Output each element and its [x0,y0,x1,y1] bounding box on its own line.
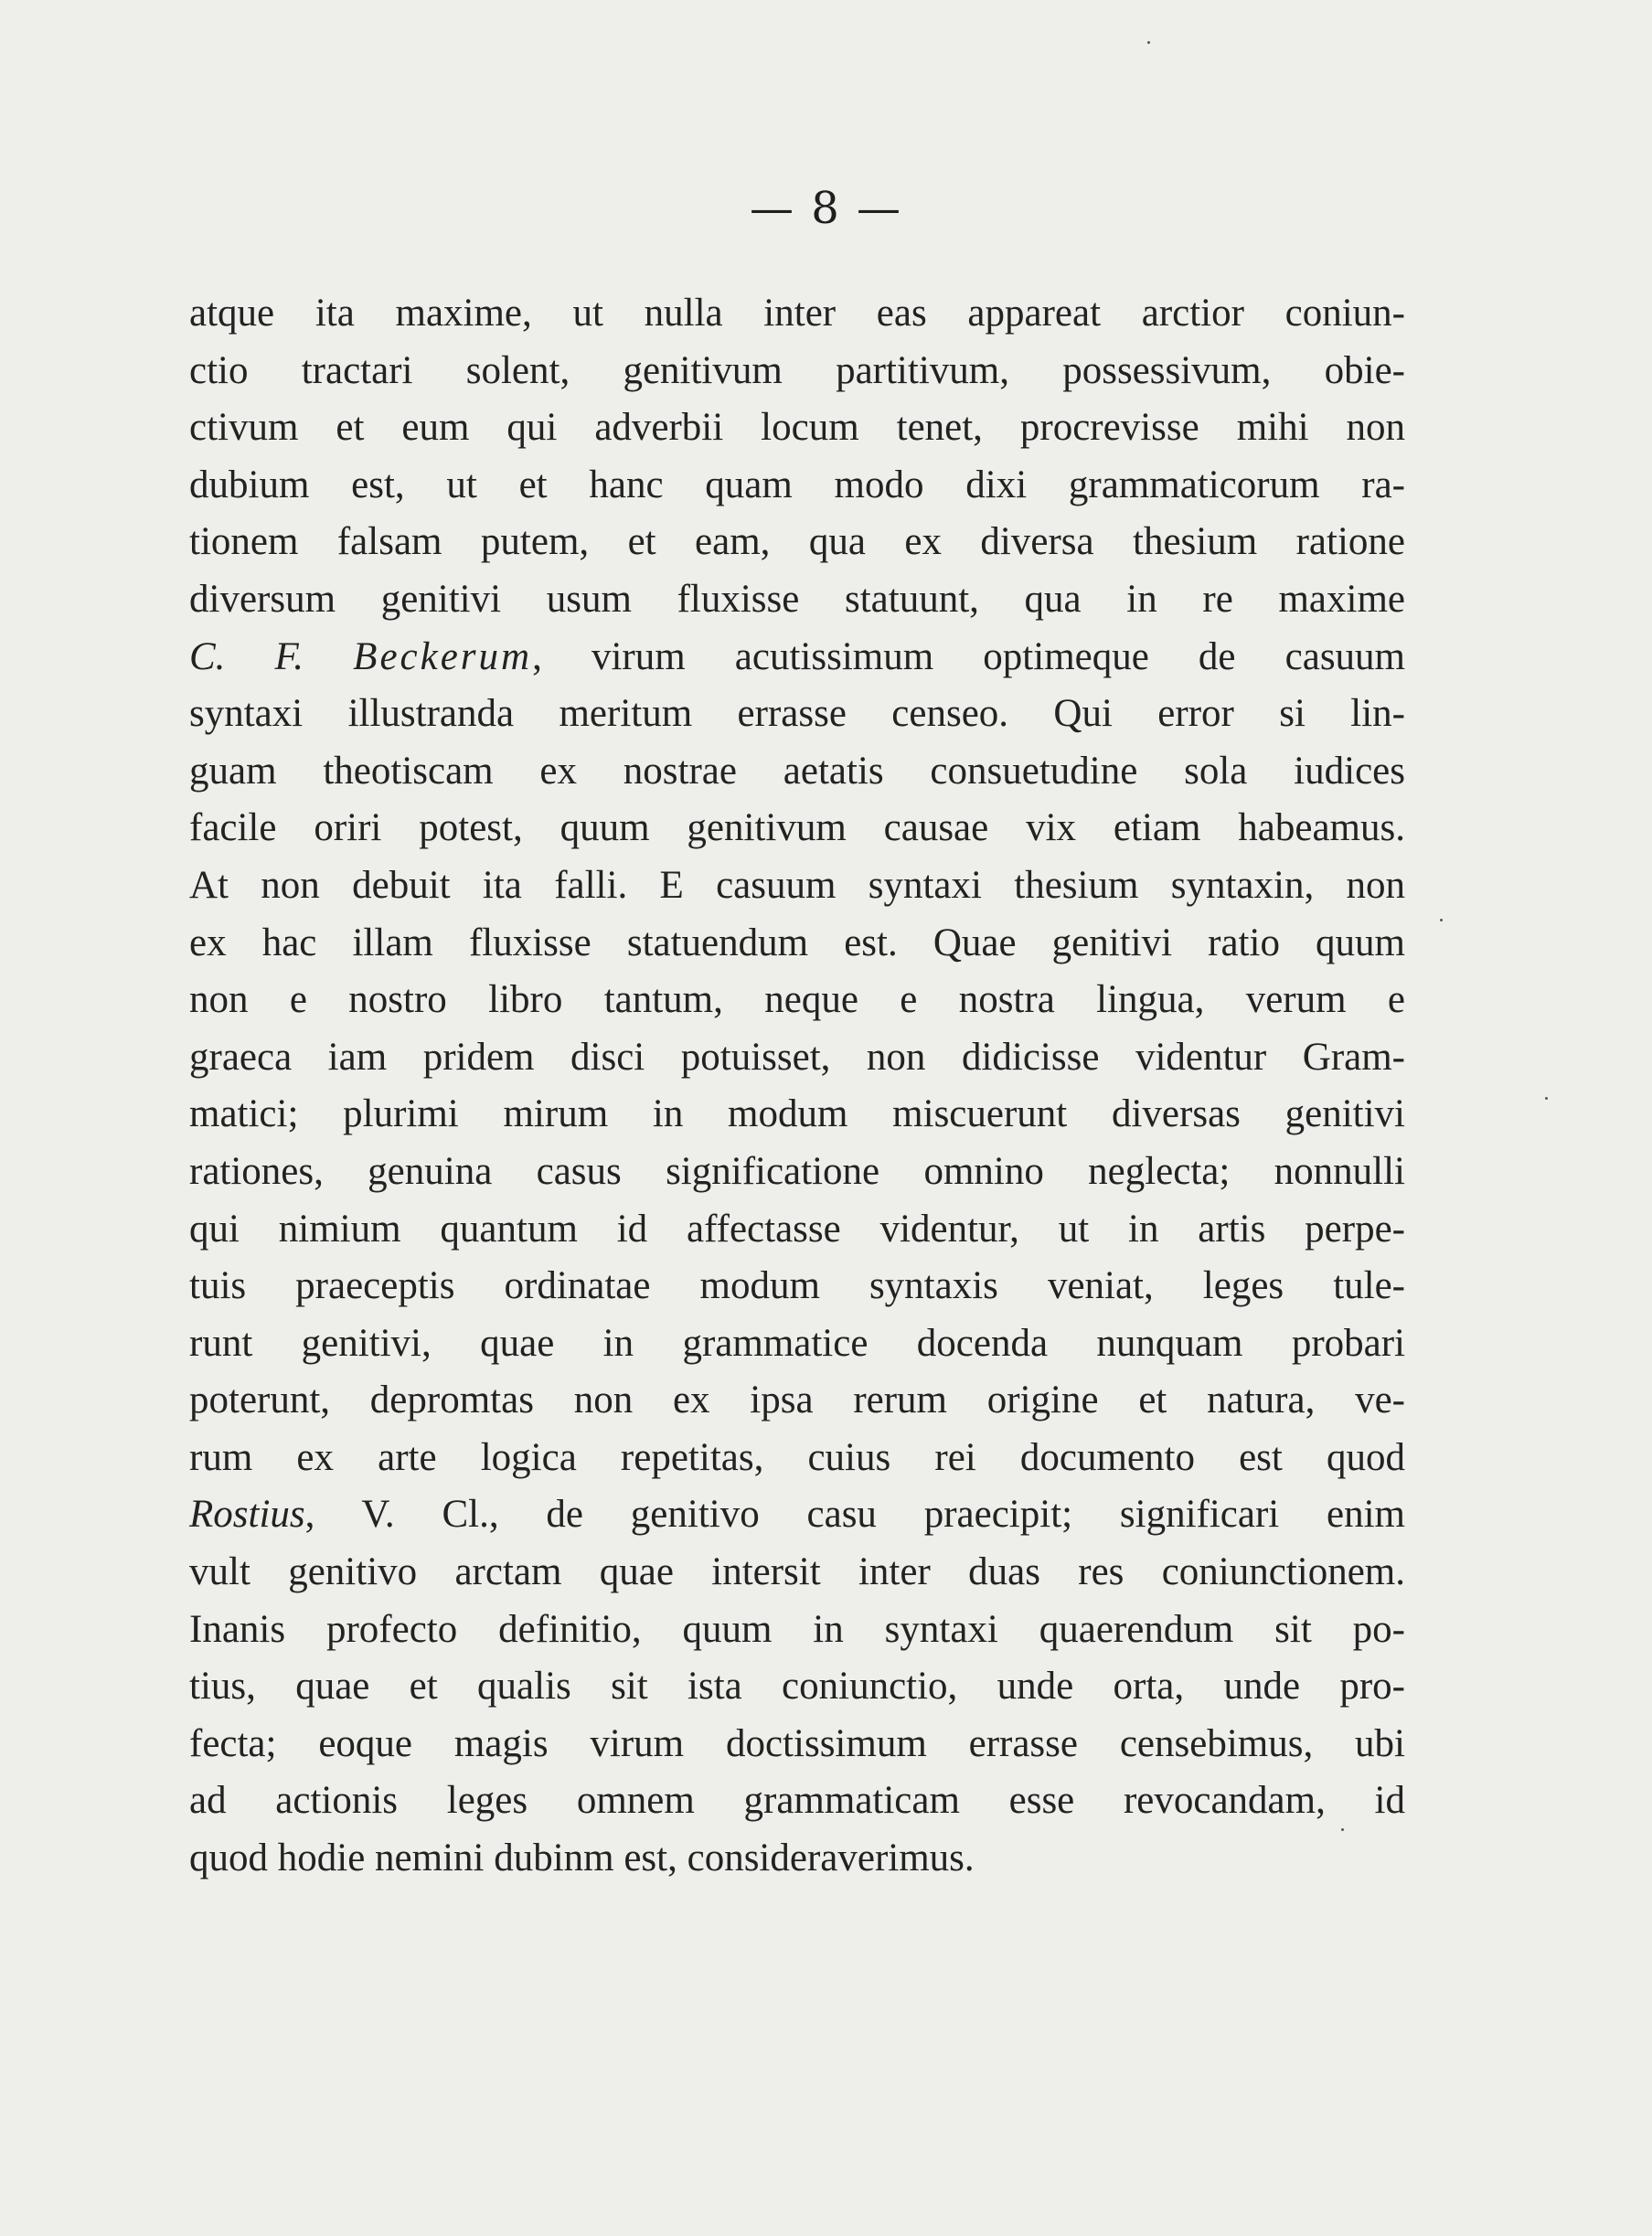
text-line: graeca iam pridem disci potuisset, non didicisse videntur Gram- [189,1035,1405,1079]
author-name: Beckerum [353,634,533,678]
author-initials: C. F. [189,634,354,678]
text-line: ex hac illam fluxisse statuendum est. Quae genitivi ratio quum [189,921,1405,964]
text-line: tionem falsam putem, et eam, qua ex diversa thesium ratione [189,520,1405,564]
text-line: ctio tractari solent, genitivum partitivum, possessivum, obie- [189,348,1405,392]
text-line: runt genitivi, quae in grammatice docenda nunquam probari [189,1321,1405,1365]
text-line: vult genitivo arctam quae intersit inter duas res coniunctionem. [189,1550,1405,1594]
text-line: atque ita maxime, ut nulla inter eas appareat arctior coniun- [189,292,1405,335]
page-number: — 8 — [749,183,903,234]
paper-speck [1545,1097,1548,1100]
text-line: quod hodie nemini dubinm est, consideraverimus. [189,1837,975,1880]
text-line: fecta; eoque magis virum doctissimum errasse censebimus, ubi [189,1721,1405,1765]
text-line: poterunt, depromtas non ex ipsa rerum origine et natura, ve- [189,1379,1405,1422]
text-line: At non debuit ita falli. E casuum syntaxi thesium syntaxin, non [189,863,1405,907]
text-line: ad actionis leges omnem grammaticam esse revocandam, id [189,1779,1405,1823]
paper-speck [1341,1828,1344,1831]
text-line: rationes, genuina casus significatione omnino neglecta; nonnulli [189,1149,1405,1193]
text-line: tuis praeceptis ordinatae modum syntaxis veniat, leges tule- [189,1264,1405,1308]
paper-speck [1147,41,1150,44]
body-text [189,285,1405,1888]
author-name: Rostius [189,1493,305,1537]
text-line: non e nostro libro tantum, neque e nostra lingua, verum e [189,978,1405,1022]
text-line: Rostius, V. Cl., de genitivo casu praecipit; significari enim [189,1493,1405,1537]
text-line: qui nimium quantum id affectasse videntur, ut in artis perpe- [189,1207,1405,1251]
text-line: ctivum et eum qui adverbii locum tenet, procrevisse mihi non [189,406,1405,450]
text-line: matici; plurimi mirum in modum miscuerunt diversas genitivi [189,1092,1405,1136]
paper-speck [1440,919,1443,921]
text-line: rum ex arte logica repetitas, cuius rei documento est quod [189,1435,1405,1479]
text-line: syntaxi illustranda meritum errasse censeo. Qui error si lin- [189,692,1405,736]
text-line: diversum genitivi usum fluxisse statuunt, qua in re maxime [189,577,1405,621]
text-line: dubium est, ut et hanc quam modo dixi grammaticorum ra- [189,463,1405,506]
text-line: facile oriri potest, quum genitivum causae vix etiam habeamus. [189,806,1405,850]
text-line: C. F. Beckerum, virum acutissimum optimeque de casuum [189,634,1405,678]
text-line: Inanis profecto definitio, quum in syntaxi quaerendum sit po- [189,1607,1405,1651]
text-line: guam theotiscam ex nostrae aetatis consuetudine sola iudices [189,749,1405,793]
text-line: tius, quae et qualis sit ista coniunctio, unde orta, unde pro- [189,1665,1405,1709]
